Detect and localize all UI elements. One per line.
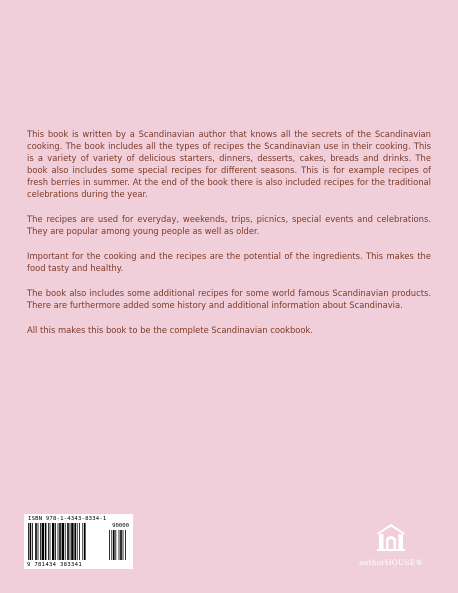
publisher-logo <box>355 522 427 567</box>
blurb-paragraph-5: All this makes this book to be the complete Scandinavian cookbook. <box>27 325 314 335</box>
blurb-paragraph-3: Important for the cooking and the recipes are the potential of the ingredients. This makes the food tasty and healthy. <box>27 251 431 273</box>
blurb-paragraph-4: The book also includes some additional recipes for some world famous Scandinavian products. There are furthermore added some history and additional information about Scandinavia. <box>27 288 431 310</box>
house-icon <box>374 522 408 552</box>
blurb-paragraph-2: The recipes are used for everyday, weekends, trips, picnics, special events and celebrations. They are popular among young people as well as older. <box>27 214 431 236</box>
back-cover-blurb <box>27 128 431 349</box>
price-code: 90000 <box>112 523 129 529</box>
barcode-digits: 9 781434 383341 <box>27 562 83 568</box>
publisher-name: authorHOUSE® <box>359 558 423 567</box>
blurb-paragraph-1: This book is written by a Scandinavian author that knows all the secrets of the Scandinavian cooking. The book includes all the types of recipes the Scandinavian use in their cooking. This is a variety of variety of delicious starters, dinners, desserts, cakes, breads and drinks. The book also includes some special recipes for different seasons. This is for example recipes of fresh berries in summer. At the end of the book there is also included recipes for the traditional celebrations during the year. <box>27 129 431 199</box>
isbn-barcode <box>24 514 133 569</box>
isbn-label: ISBN 978-1-4343-8334-1 <box>28 516 107 522</box>
